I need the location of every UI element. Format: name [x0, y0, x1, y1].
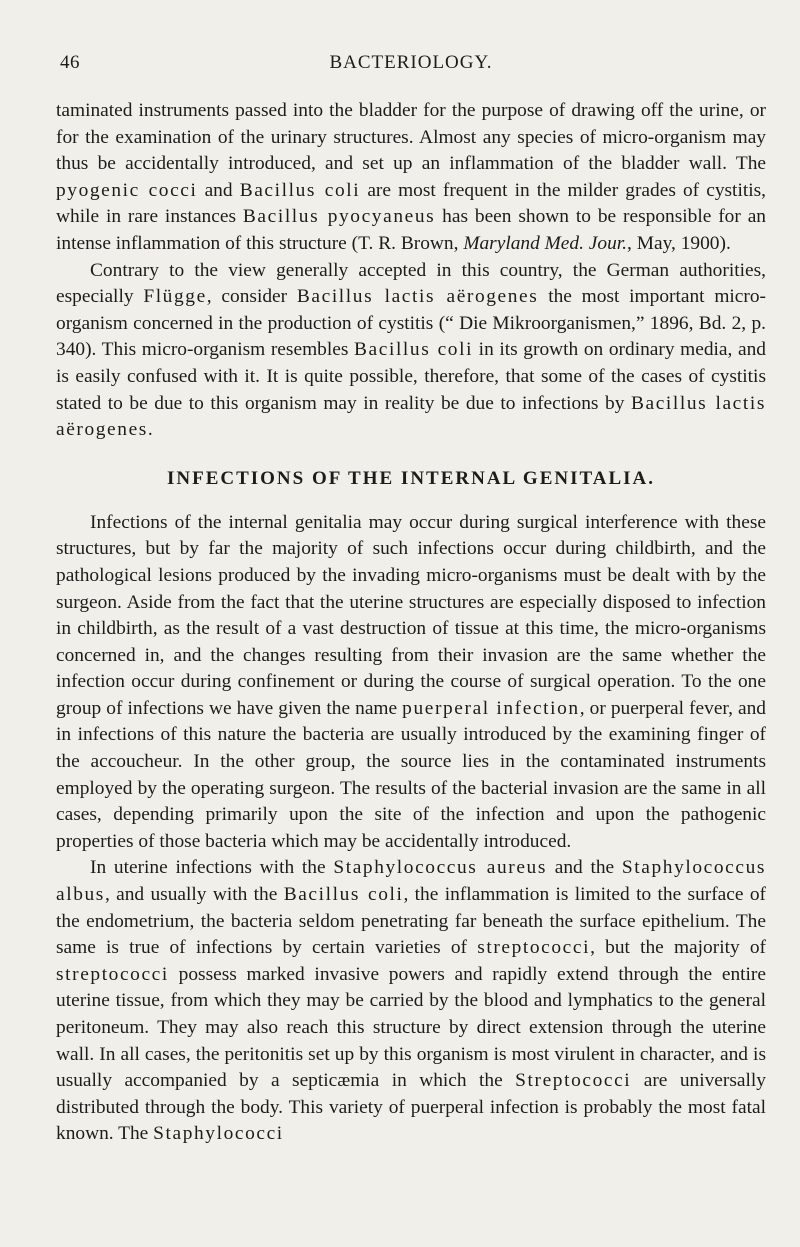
paragraph-internal-genitalia: Infections of the internal genitalia may occur during surgical interference with these structures, but by far the majority of such infections occur during childbirth, and the pathological lesions produced by the invading micro-organisms must be dealt with by the surgeon. Aside from the fact that the uterine structures are especially disposed to infection in childbirth, as the result of a vast destruction of tissue at this time, the micro-organisms concerned in, and the changes resulting from their invasion are the same whether the infection occur during confinement or during the course of surgical operation. To the one group of infections we have given the name puerperal infection, or puerperal fever, and in infections of this nature the bacteria are usually introduced by the examining finger of the accoucheur. In the other group, the source lies in the contaminated instruments employed by the operating surgeon. The results of the bacterial invasion are the same in all cases, depending primarily upon the site of the infection and upon the pathogenic properties of those bacteria which may be accidentally introduced. [56, 511, 766, 852]
term-staphylococcus-aureus: Staphylococcus aureus [333, 857, 547, 879]
term-bacillus-lactis-aerogenes: Bacillus lactis aërogenes [296, 286, 539, 308]
term-bacillus-pyocyaneus: Bacillus pyocyaneus [242, 206, 436, 228]
running-title: BACTERIOLOGY. [329, 52, 493, 73]
page-number: 46 [60, 52, 80, 73]
term-bacillus-lactis-aerogenes: Bacillus lactis aërogenes [56, 392, 766, 441]
term-bacillus-coli: Bacillus coli [354, 339, 474, 361]
term-streptococci: streptococci [56, 963, 169, 985]
term-bacillus-coli: Bacillus coli [239, 179, 361, 201]
term-staphylococci: Staphylococci [153, 1123, 284, 1145]
running-head [56, 46, 766, 76]
section-heading: INFECTIONS OF THE INTERNAL GENITALIA. [166, 467, 656, 489]
term-streptococci: streptococci [477, 937, 591, 959]
author-fluegge: Flügge [143, 286, 207, 308]
term-streptococci: Streptococci [515, 1070, 632, 1092]
body-text [56, 98, 766, 1148]
term-staphylococcus-albus: Staphylococcus albus [56, 857, 767, 906]
term-puerperal-infection: puerperal infection [402, 697, 580, 719]
term-bacillus-coli: Bacillus coli [283, 884, 404, 906]
paragraph-cystitis-causes: taminated instruments passed into the bladder for the purpose of drawing off the urine, or for the examination of the urinary structures. Almost any species of micro-organism may thus be accidentally introduced, and set up an inflammation of the bladder wall. The pyogenic cocci and Bacillus coli are most frequent in the milder grades of cystitis, while in rare instances Bacillus pyocyaneus has been shown to be responsible for an intense inflammation of this structure (T. R. Brown, Maryland Med. Jour., May, 1900). [56, 100, 766, 254]
journal-citation: Maryland Med. Jour. [463, 232, 628, 254]
term-pyogenic-cocci: pyogenic cocci [56, 179, 198, 201]
paragraph-german-view: Contrary to the view generally accepted in this country, the German authorities, especially Flügge, consider Bacillus lactis aërogenes the most important micro-organism concerned in the production of cystitis (“ Die Mikroorganismen,” 1896, Bd. 2, p. 340). This micro-organism resembles Bacillus coli in its growth on ordinary media, and is easily confused with it. It is quite possible, therefore, that some of the cases of cystitis stated to be due to this organism may in reality be due to infections by Bacillus lactis aërogenes. [56, 259, 767, 441]
paragraph-uterine-infections: In uterine infections with the Staphylococcus aureus and the Staphylococcus albus, and usually with the Bacillus coli, the inflammation is limited to the surface of the endometrium, the bacteria seldom penetrating far beneath the surface epithelium. The same is true of infections by certain varieties of streptococci, but the majority of streptococci possess marked invasive powers and rapidly extend through the entire uterine tissue, from which they may be carried by the blood and lymphatics to the general peritoneum. They may also reach this structure by direct extension through the uterine wall. In all cases, the peritonitis set up by this organism is most virulent in character, and is usually accompanied by a septicæmia in which the Streptococci are universally distributed through the body. This variety of puerperal infection is probably the most fatal known. The Staphylococci [56, 857, 767, 1145]
